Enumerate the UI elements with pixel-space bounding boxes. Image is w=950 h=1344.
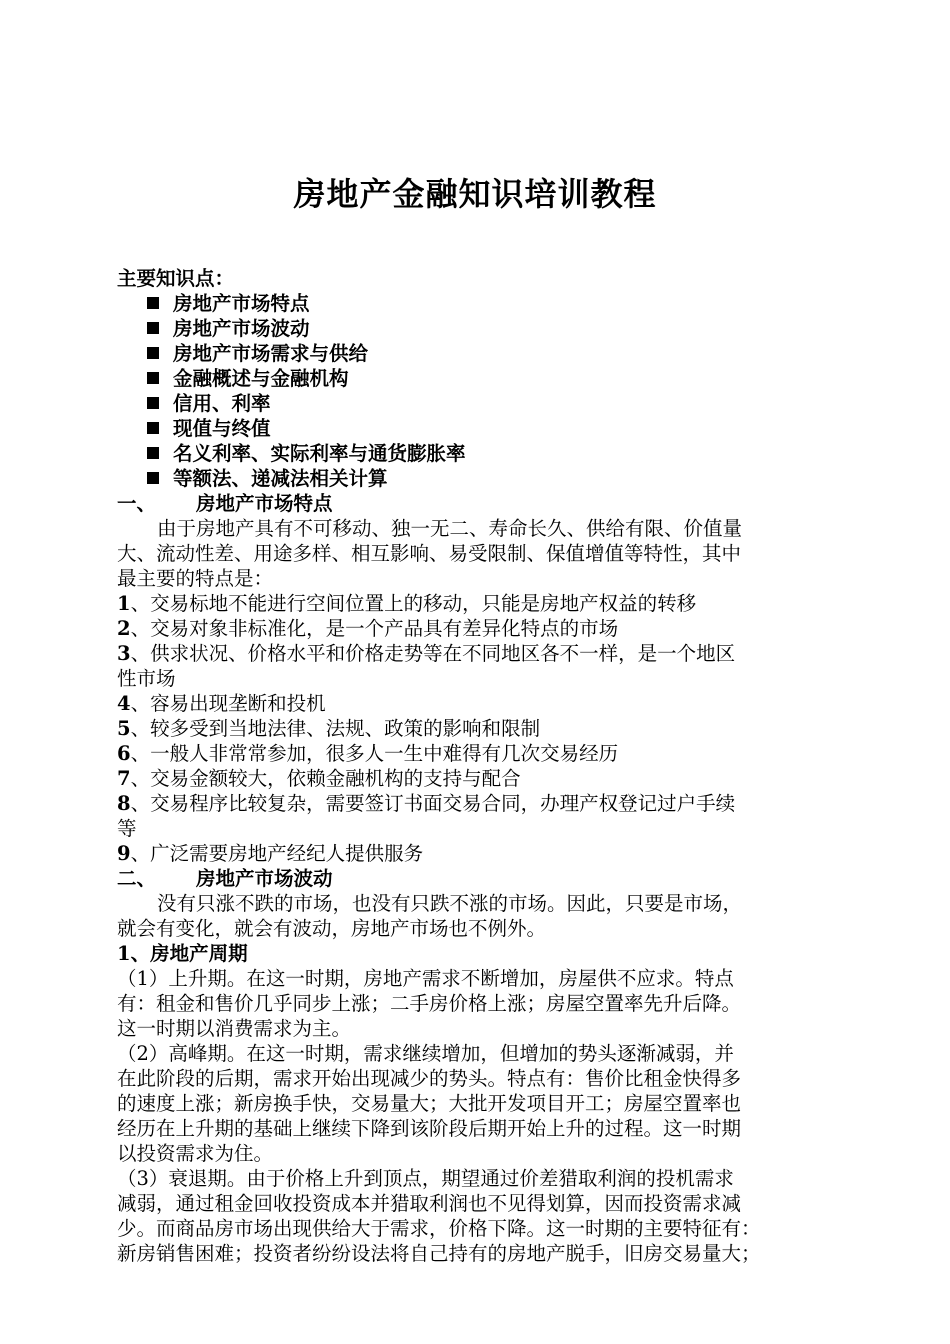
list-item: 8、交易程序比较复杂，需要签订书面交易合同，办理产权登记过户手续	[117, 792, 736, 815]
paragraph-line: 经历在上升期的基础上继续下降到该阶段后期开始上升的过程。这一时期	[117, 1117, 742, 1140]
document-body	[117, 266, 837, 1266]
paragraph-line: 有：租金和售价几乎同步上涨；二手房价格上涨；房屋空置率先升后降。	[117, 992, 742, 1015]
list-item-continuation: 等	[117, 817, 137, 840]
list-item: 9、广泛需要房地产经纪人提供服务	[117, 842, 424, 865]
paragraph-line: 减弱，通过租金回收投资成本并猎取利润也不见得划算，因而投资需求减	[117, 1192, 742, 1215]
list-item: 房地产市场需求与供给	[117, 341, 837, 366]
paragraph-line: （3）衰退期。由于价格上升到顶点，期望通过价差猎取利润的投机需求	[117, 1167, 734, 1190]
paragraph-line: 少。而商品房市场出现供给大于需求，价格下降。这一时期的主要特征有：	[117, 1217, 761, 1240]
paragraph-line: 最主要的特点是：	[117, 567, 274, 590]
list-item: 等额法、递减法相关计算	[117, 466, 837, 491]
list-item: 3、供求状况、价格水平和价格走势等在不同地区各不一样，是一个地区	[117, 642, 736, 665]
list-item-continuation: 性市场	[117, 667, 176, 690]
list-item: 1、交易标地不能进行空间位置上的移动，只能是房地产权益的转移	[117, 592, 697, 615]
list-item: 5、较多受到当地法律、法规、政策的影响和限制	[117, 717, 541, 740]
paragraph-line: 新房销售困难；投资者纷纷设法将自己持有的房地产脱手，旧房交易量大；	[117, 1242, 761, 1265]
list-item: 房地产市场波动	[117, 316, 837, 341]
list-item: 4、容易出现垄断和投机	[117, 692, 326, 715]
paragraph-line: 没有只涨不跌的市场，也没有只跌不涨的市场。因此，只要是市场，	[157, 892, 743, 915]
paragraph-line: 大、流动性差、用途多样、相互影响、易受限制、保值增值等特性，其中	[117, 542, 742, 565]
subsection-heading: 1、房地产周期	[117, 942, 248, 965]
list-item: 名义利率、实际利率与通货膨胀率	[117, 441, 837, 466]
square-bullet-icon	[147, 397, 159, 409]
paragraph-line: 这一时期以消费需求为主。	[117, 1017, 352, 1040]
paragraph-line: （1）上升期。在这一时期，房地产需求不断增加，房屋供不应求。特点	[117, 967, 734, 990]
square-bullet-icon	[147, 322, 159, 334]
list-item: 金融概述与金融机构	[117, 366, 837, 391]
paragraph-line: 的速度上涨；新房换手快，交易量大；大批开发项目开工；房屋空置率也	[117, 1092, 742, 1115]
square-bullet-icon	[147, 422, 159, 434]
paragraph-line: 由于房地产具有不可移动、独一无二、寿命长久、供给有限、价值量	[157, 517, 743, 540]
list-item: 7、交易金额较大，依赖金融机构的支持与配合	[117, 767, 521, 790]
square-bullet-icon	[147, 347, 159, 359]
list-item: 2、交易对象非标准化，是一个产品具有差异化特点的市场	[117, 617, 619, 640]
paragraph-line: 就会有变化，就会有波动，房地产市场也不例外。	[117, 917, 547, 940]
list-item: 信用、利率	[117, 391, 837, 416]
knowledge-list	[117, 291, 837, 491]
section-heading: 二、 房地产市场波动	[117, 867, 333, 890]
list-item: 房地产市场特点	[117, 291, 837, 316]
list-item: 6、一般人非常常参加，很多人一生中难得有几次交易经历	[117, 742, 619, 765]
paragraph-line: 以投资需求为住。	[117, 1142, 274, 1165]
paragraph-line: 在此阶段的后期，需求开始出现减少的势头。特点有：售价比租金快得多	[117, 1067, 742, 1090]
knowledge-heading: 主要知识点：	[117, 267, 235, 290]
section-heading: 一、 房地产市场特点	[117, 492, 333, 515]
square-bullet-icon	[147, 297, 159, 309]
square-bullet-icon	[147, 447, 159, 459]
document-title: 房地产金融知识培训教程	[293, 175, 657, 213]
square-bullet-icon	[147, 472, 159, 484]
list-item: 现值与终值	[117, 416, 837, 441]
paragraph-line: （2）高峰期。在这一时期，需求继续增加，但增加的势头逐渐减弱，并	[117, 1042, 734, 1065]
square-bullet-icon	[147, 372, 159, 384]
